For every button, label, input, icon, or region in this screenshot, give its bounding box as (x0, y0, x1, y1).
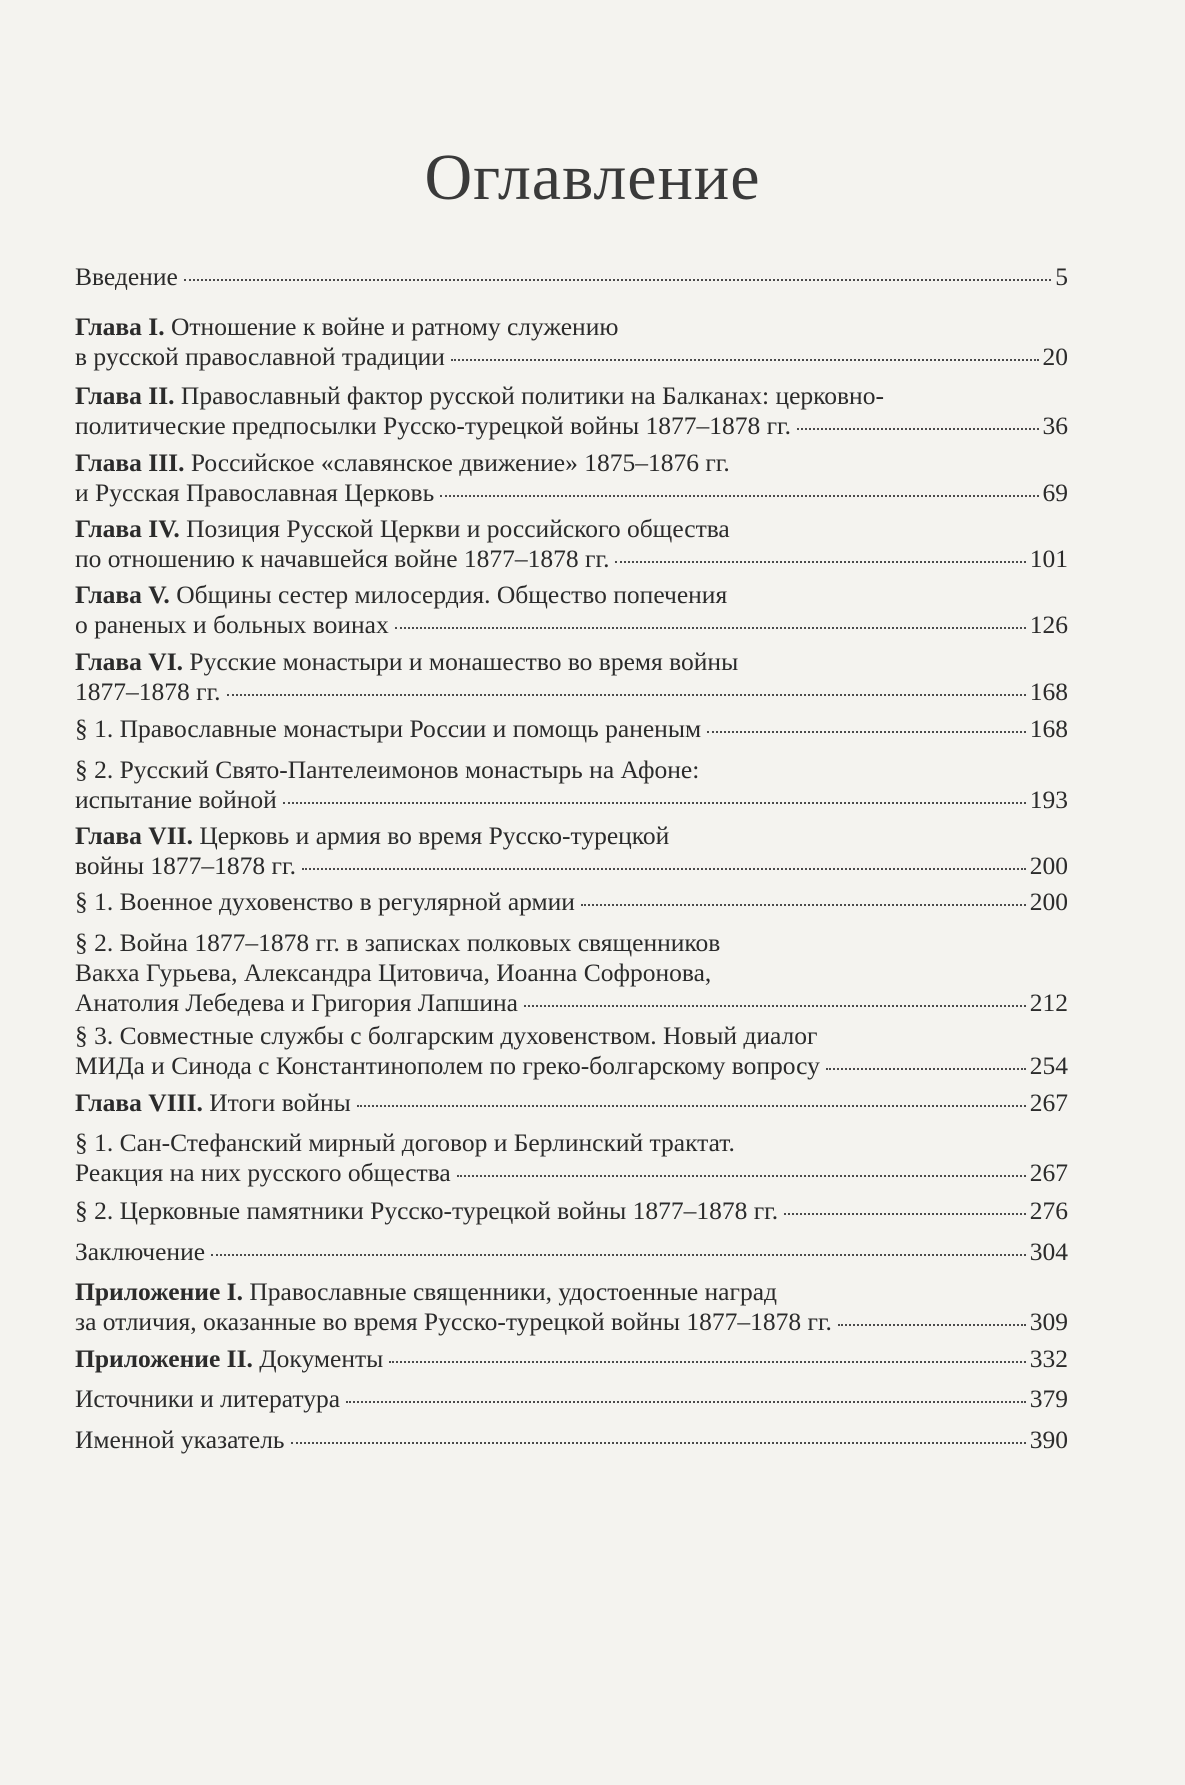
page-number: 267 (1029, 1158, 1068, 1187)
toc-entry-title (75, 580, 727, 609)
toc-entry-title: в русской православной традиции (75, 342, 445, 371)
toc-entry-chapter-2[interactable] (75, 381, 1068, 441)
page-number: 332 (1029, 1344, 1068, 1373)
toc-entry-chapter-1[interactable] (75, 312, 1068, 372)
toc-entry-line (75, 1088, 1068, 1118)
dot-leader (346, 1401, 1026, 1403)
toc-entry-title-rest: Общины сестер милосердия. Общество попечения (169, 580, 728, 609)
page-number: 5 (1055, 262, 1068, 291)
page-number: 276 (1029, 1196, 1068, 1225)
dot-leader (291, 1442, 1026, 1444)
dot-leader (302, 868, 1026, 870)
toc-entry-title: § 2. Война 1877–1878 гг. в записках полковых священников (75, 928, 721, 957)
toc-entry-line (75, 647, 1068, 677)
toc-entry-title: Именной указатель (75, 1425, 285, 1454)
toc-entry-line (75, 342, 1068, 372)
toc-entry-line (75, 544, 1068, 574)
toc-entry-line (75, 714, 1068, 744)
dot-leader (826, 1068, 1026, 1070)
toc-entry-title: Заключение (75, 1237, 206, 1266)
toc-entry-line (75, 785, 1068, 815)
toc-entry-chapter-7-section-3[interactable] (75, 1021, 1068, 1081)
toc-entry-title-rest: Православный фактор русской политики на Балканах: церковно- (174, 381, 884, 410)
toc-entry-line (75, 1384, 1068, 1414)
toc-entry-line (75, 1196, 1068, 1226)
toc-entry-appendix-1[interactable] (75, 1277, 1068, 1337)
toc-entry-title (75, 514, 730, 543)
toc-entry-title: 1877–1878 гг. (75, 677, 221, 706)
page-title: Оглавление (424, 141, 761, 214)
toc-entry-line (75, 958, 1068, 988)
toc-entry-name-index[interactable] (75, 1425, 1068, 1455)
toc-entry-line (75, 1344, 1068, 1374)
toc-entry-title: по отношению к начавшейся войне 1877–1878 гг. (75, 544, 610, 573)
dot-leader (581, 904, 1026, 906)
dot-leader (457, 1175, 1026, 1177)
toc-entry-label: Приложение I. (75, 1277, 243, 1306)
toc-entry-line (75, 1128, 1068, 1158)
page-number: 193 (1029, 785, 1068, 814)
dot-leader (838, 1324, 1026, 1326)
toc-entry-line (75, 1425, 1068, 1455)
toc-entry-title (75, 647, 738, 676)
toc-entry-title (75, 1344, 383, 1374)
toc-entry-title-rest: Православные священники, удостоенные наград (242, 1277, 777, 1306)
toc-entry-title (75, 312, 618, 341)
toc-entry-label: Приложение II. (75, 1344, 253, 1373)
toc-entry-line (75, 448, 1068, 478)
toc-entry-title-rest: Позиция Русской Церкви и российского общества (179, 514, 730, 543)
page-number: 168 (1029, 677, 1068, 706)
toc-entry-title: § 2. Русский Свято-Пантелеимонов монастырь на Афоне: (75, 755, 700, 784)
page-number: 309 (1029, 1307, 1068, 1336)
toc-entry-line (75, 1021, 1068, 1051)
toc-entry-chapter-3[interactable] (75, 448, 1068, 508)
page-number: 200 (1029, 887, 1068, 916)
toc-entry-label: Глава VII. (75, 821, 193, 850)
toc-entry-title: Реакция на них русского общества (75, 1158, 451, 1187)
toc-entry-title-rest: Документы (252, 1344, 384, 1373)
toc-entry-line (75, 928, 1068, 958)
toc-entry-chapter-6[interactable] (75, 647, 1068, 707)
toc-entry-title: за отличия, оказанные во время Русско-турецкой войны 1877–1878 гг. (75, 1307, 832, 1336)
toc-entry-line (75, 851, 1068, 881)
page-number: 267 (1029, 1088, 1068, 1117)
page-number: 200 (1029, 851, 1068, 880)
toc-entry-label: Глава V. (75, 580, 170, 609)
dot-leader (283, 802, 1026, 804)
toc-entry-label: Глава IV. (75, 514, 180, 543)
toc-entry-chapter-8-section-1[interactable] (75, 1128, 1068, 1188)
toc-entry-title: о раненых и больных воинах (75, 610, 389, 639)
toc-entry-appendix-2[interactable] (75, 1344, 1068, 1374)
toc-entry-title: Анатолия Лебедева и Григория Лапшина (75, 988, 518, 1017)
dot-leader (211, 1254, 1026, 1256)
page-number: 254 (1029, 1051, 1068, 1080)
toc-entry-line (75, 381, 1068, 411)
toc-entry-title-rest: Церковь и армия во время Русско-турецкой (192, 821, 670, 850)
toc-entry-title: МИДа и Синода с Константинополем по греко-болгарскому вопросу (75, 1051, 820, 1080)
page-number: 212 (1029, 988, 1068, 1017)
toc-entry-line (75, 411, 1068, 441)
toc-entry-chapter-5[interactable] (75, 580, 1068, 640)
toc-entry-chapter-8[interactable] (75, 1088, 1068, 1118)
toc-entry-chapter-8-section-2[interactable] (75, 1196, 1068, 1226)
toc-entry-line (75, 1277, 1068, 1307)
toc-entry-title: войны 1877–1878 гг. (75, 851, 296, 880)
dot-leader (524, 1005, 1026, 1007)
toc-entry-chapter-7-section-1[interactable] (75, 887, 1068, 917)
toc-entry-title: § 1. Военное духовенство в регулярной армии (75, 887, 575, 916)
dot-leader (797, 428, 1038, 430)
toc-entry-chapter-6-section-1[interactable] (75, 714, 1068, 744)
toc-entry-line (75, 887, 1068, 917)
toc-entry-line (75, 1237, 1068, 1267)
toc-entry-title: Введение (75, 262, 178, 291)
toc-entry-line (75, 821, 1068, 851)
toc-entry-title (75, 448, 730, 477)
toc-entry-label: Глава III. (75, 448, 185, 477)
toc-entry-line (75, 677, 1068, 707)
toc-entry-chapter-6-section-2[interactable] (75, 755, 1068, 815)
toc-entry-label: Глава VIII. (75, 1088, 203, 1117)
dot-leader (227, 694, 1026, 696)
toc-entry-line (75, 312, 1068, 342)
toc-entry-line (75, 1307, 1068, 1337)
toc-entry-line (75, 755, 1068, 785)
toc-entry-title: Источники и литература (75, 1384, 341, 1413)
toc-entry-title (75, 1277, 777, 1306)
page-number: 101 (1029, 544, 1068, 573)
dot-leader (451, 359, 1039, 361)
page-number: 20 (1042, 342, 1068, 371)
toc-entry-title: Вакха Гурьева, Александра Цитовича, Иоанна Софронова, (75, 958, 712, 987)
toc-entry-title: политические предпосылки Русско-турецкой войны 1877–1878 гг. (75, 411, 792, 440)
toc-entry-chapter-7-section-2[interactable] (75, 928, 1068, 1018)
toc-entry-line (75, 988, 1068, 1018)
toc-entry-line (75, 610, 1068, 640)
toc-entry-title: испытание войной (75, 785, 277, 814)
dot-leader (707, 731, 1026, 733)
toc-entry-line (75, 1051, 1068, 1081)
toc-entry-title (75, 381, 884, 410)
page-number: 69 (1042, 478, 1068, 507)
page-number: 168 (1029, 714, 1068, 743)
toc-entry-introduction[interactable] (75, 262, 1068, 292)
dot-leader (184, 279, 1051, 281)
toc-entry-sources[interactable] (75, 1384, 1068, 1414)
toc-entry-title: § 1. Православные монастыри России и помощь раненым (75, 714, 702, 743)
toc-entry-title-rest: Отношение к войне и ратному служению (164, 312, 619, 341)
toc-entry-line (75, 262, 1068, 292)
toc-entry-title: и Русская Православная Церковь (75, 478, 435, 507)
toc-entry-label: Глава I. (75, 312, 165, 341)
dot-leader (395, 627, 1026, 629)
toc-entry-line (75, 580, 1068, 610)
toc-entry-title (75, 1088, 351, 1118)
toc-entry-title: § 2. Церковные памятники Русско-турецкой войны 1877–1878 гг. (75, 1196, 779, 1225)
dot-leader (357, 1105, 1026, 1107)
toc-entry-chapter-4[interactable] (75, 514, 1068, 574)
toc-entry-line (75, 514, 1068, 544)
toc-entry-title-rest: Российское «славянское движение» 1875–1876 гг. (184, 448, 730, 477)
toc-entry-title: § 3. Совместные службы с болгарским духовенством. Новый диалог (75, 1021, 818, 1050)
page-number: 390 (1029, 1425, 1068, 1454)
page-number: 379 (1029, 1384, 1068, 1413)
toc-entry-chapter-7[interactable] (75, 821, 1068, 881)
dot-leader (440, 495, 1038, 497)
dot-leader (615, 561, 1025, 563)
toc-entry-line (75, 478, 1068, 508)
toc-entry-label: Глава VI. (75, 647, 184, 676)
toc-entry-label: Глава II. (75, 381, 175, 410)
toc-entry-title (75, 821, 669, 850)
toc-entry-title: § 1. Сан-Стефанский мирный договор и Берлинский трактат. (75, 1128, 735, 1157)
dot-leader (784, 1213, 1026, 1215)
toc-entry-line (75, 1158, 1068, 1188)
page-number: 126 (1029, 610, 1068, 639)
toc-entry-title-rest: Итоги войны (202, 1088, 351, 1117)
toc-entry-conclusion[interactable] (75, 1237, 1068, 1267)
page-number: 304 (1029, 1237, 1068, 1266)
toc-entry-title-rest: Русские монастыри и монашество во время войны (183, 647, 739, 676)
page-number: 36 (1042, 411, 1068, 440)
dot-leader (389, 1361, 1026, 1363)
